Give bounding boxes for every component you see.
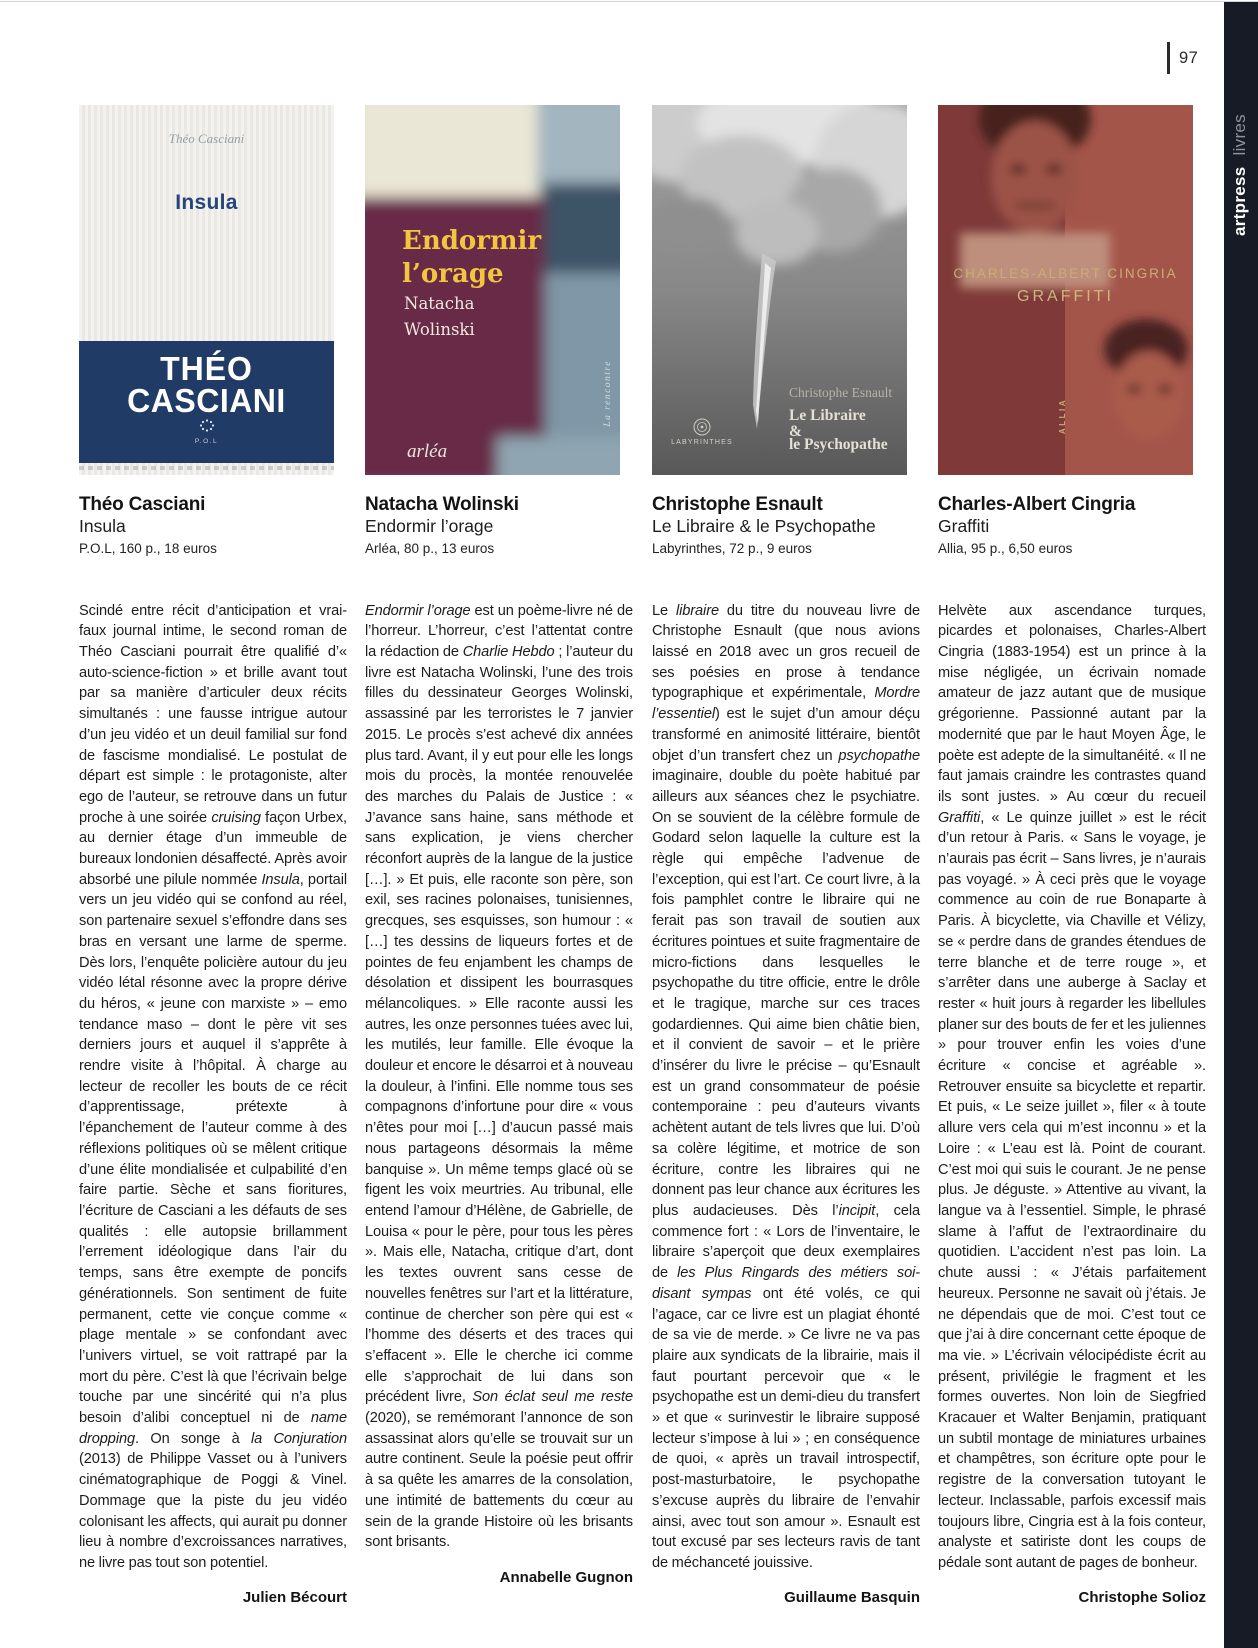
- cover-author-line2: Wolinski: [404, 320, 475, 339]
- cover-band-line1: THÉO: [160, 350, 253, 387]
- review-text: Le libraire du titre du nouveau livre de Christophe Esnault (que nous avions laissé en 2018 avec un gros recueil de ses poésies en prose à tendance typographique et expérimentale, Mordre l’essentiel) est le sujet d’un amour déçu transformé en animosité littéraire, bientôt objet d’un transfert chez un psychopathe imaginaire, double du poète habitué par ailleurs aux séances chez le psychiatre. On se souvient de la célèbre formule de Godard selon laquelle la culture est la règle qui empêche l’advenue de l’exception, qui est l’art. Ce court livre, à la fois pamphlet contre le libraire qui ne ferait pas son travail de soutien aux écritures pointues et suite fragmentaire de micro-fictions dans lesquelles le psychopathe du titre officie, entre le drôle et le tragique, marche sur ces traces godardiennes. Qui aime bien châtie bien, et il convient de savoir – et le prière d’insérer du livre le précise – qu’Esnault est un grand consommateur de poésie contemporaine : peu d’auteurs vivants achètent autant de tels livres que lui. D’où sa colère légitime, et motrice de son écriture, contre les libraires qui ne donnent pas leur chance aux écritures les plus audacieuses. Dès l’incipit, cela commence fort : « Lors de l’inventaire, le libraire s’aperçoit que deux exemplaires de les Plus Ringards des métiers soi-disant sympas ont été volés, ce qui l’agace, car ce livre est un plagiat éhonté de sa vie de merde. » Ce livre ne va pas plaire aux syndicats de la librairie, mais il faut pourtant percevoir que « le psychopathe est un demi-dieu du transfert » et que « surinvestir le libraire supposé lecteur s’impose à lui » ; en conséquence de quoi, « après un travail introspectif, post-masturbatoire, le psychopathe s’excuse auprès du libraire de l’envahir ainsi, avec tout son amour ». Esnault est tout excusé par ses lecteurs ravis de tant de méchanceté jouissive.: [652, 602, 920, 1571]
- book-cover-le-libraire: [652, 105, 907, 475]
- cover-publisher-mark: arléa: [407, 441, 448, 462]
- cover-title-line1: Le Libraire: [789, 407, 866, 424]
- cover-title-line2: l’orage: [402, 259, 504, 289]
- caption-author: Charles-Albert Cingria: [938, 494, 1136, 515]
- reviewer-signature: Christophe Solioz: [1078, 1589, 1206, 1607]
- caption-title: Insula: [79, 516, 126, 536]
- book-caption: [79, 494, 347, 557]
- cover-title: Insula: [175, 191, 238, 214]
- book-cover-insula: [79, 105, 334, 475]
- review-text: Helvète aux ascendance turques, picardes et polonaises, Charles-Albert Cingria (1883-1954) est un prince à la mise négligée, un écrivain nomade amateur de jazz autant que de musique grégorienne. Passionné autant par la modernité que par le haut Moyen Âge, le poète est adepte de la simultanéité. « Il ne faut jamais craindre les contrastes quand ils sont justes. » Au cœur du recueil Graffiti, « Le quinze juillet » est le récit d’un retour à Paris. « Sans le voyage, je n’aurais pas écrit – Sans livres, je n’aurais pas voyagé. » À ceci près que le voyage commence au coin de rue Bonaparte à Paris. À bicyclette, via Chaville et Vélizy, se « perdre dans de grandes étendues de terre blanche et de terre rouge », et s’arrêter dans une auberge à Saclay et rester « huit jours à regarder les libellules planer sur des bouts de fer et les juliennes » pour trouver enfin les voies d’une écriture « concise et agréable ». Retrouver ensuite sa bicyclette et repartir. Et puis, « Le seize juillet », filer « à toute allure vers cela qui m’est inconnu » et la Loire : « L’eau est là. Point de courant. C’est moi qui suis le courant. Je ne pense plus. Je déguste. » Attentive au vivant, la langue va à l’essentiel. Simple, le phrasé slame à l’affut de l’extraordinaire du quotidien. L’accident n’est pas loin. La chute aussi : « J’étais parfaitement heureux. Personne ne savait où j’étais. Je ne dépendais que de moi. C’est tout ce que j’ai à dire concernant cette époque de ma vie. » L’écrivain vélocipédiste écrit au présent, privilégie le fragment et les formes ouvertes. Non loin de Siegfried Kracauer et Walter Benjamin, pratiquant un subtil montage de miniatures urbaines et champêtres, son écriture opte pour le registre de la conversation tutoyant le lecteur. Inclassable, parfois excessif mais toujours libre, Cingria est à la fois conteur, analyste et satiriste dont les coups de pédale sont autant de pages de bonheur.: [938, 602, 1206, 1571]
- labyrinthes-logo-icon: [692, 417, 712, 437]
- caption-title: Le Libraire & le Psychopathe: [652, 516, 876, 536]
- cover-author-script: Théo Casciani: [168, 131, 245, 146]
- cover-author: Christophe Esnault: [789, 385, 893, 400]
- cover-title-line3: le Psychopathe: [789, 436, 888, 453]
- brand-name: artpress: [1230, 166, 1249, 236]
- reviewer-signature: Annabelle Gugnon: [499, 1568, 633, 1586]
- caption-publisher-line: Allia, 95 p., 6,50 euros: [938, 541, 1073, 556]
- cover-title-line2: &: [789, 423, 802, 440]
- book-caption: [938, 494, 1206, 557]
- cover-author-band: [79, 341, 334, 463]
- cover-title-line1: Endormir: [402, 226, 542, 256]
- pol-dots-logo: [198, 419, 216, 432]
- caption-publisher-line: Labyrinthes, 72 p., 9 euros: [652, 541, 812, 556]
- caption-publisher-line: Arléa, 80 p., 13 euros: [365, 541, 495, 556]
- review-column-graffiti: [938, 586, 1206, 1609]
- cover-bottom-ticks: [79, 466, 334, 470]
- page-number: 97: [1179, 49, 1199, 67]
- page-top-rule: [0, 1, 1258, 2]
- cover-title: GRAFFITI: [1017, 288, 1114, 305]
- brand-section: livres: [1230, 114, 1249, 156]
- book-caption: [652, 494, 920, 557]
- brand-sidebar: [1224, 2, 1258, 1648]
- caption-title: Endormir l’orage: [365, 516, 494, 536]
- caption-author: Natacha Wolinski: [365, 494, 519, 515]
- review-column-endormir-lorage: [365, 586, 633, 1588]
- cover-author: [404, 291, 475, 343]
- cover-publisher-mark: ALLIA: [1058, 398, 1067, 435]
- book-cover-endormir-lorage: [365, 105, 620, 475]
- cover-publisher-mark: P.O.L: [194, 438, 219, 445]
- reviewer-signature: Guillaume Basquin: [784, 1589, 920, 1607]
- cover-author-line1: Natacha: [404, 294, 475, 313]
- caption-author: Christophe Esnault: [652, 494, 823, 515]
- caption-author: Théo Casciani: [79, 494, 206, 515]
- review-text: Scindé entre récit d’anticipation et vrai-faux journal intime, le second roman de Théo Casciani pourrait être qualifié d’« auto-science-fiction » et brille avant tout par sa manière d’articuler deux récits simultanés : une fausse intrigue autour d’un jeu vidéo et un deuil familial sur fond de fascisme mondialisé. Le postulat de départ est simple : le protagoniste, alter ego de l’auteur, se retrouve dans un futur proche à une soirée cruising façon Urbex, au dernier étage d’un immeuble de bureaux londonien désaffecté. Après avoir absorbé une pilule nommée Insula, portail vers un jeu vidéo qui se confond au réel, son partenaire sexuel s’effondre dans ses bras en versant une larme de sperme. Dès lors, l’enquête policière autour du jeu vidéo létal résonne avec la propre dérive du héros, « jeune con marxiste » – emo tendance maso – dont le père vit ses derniers jours et auquel il s’apprête à rendre visite à l’hôpital. À charge au lecteur de recoller les bouts de ce récit d’apprentissage, prétexte à l’épanchement de l’auteur comme à des réflexions politiques où se mêlent critique d’une élite mondialisée et culpabilité d’en faire partie. Sèche et sans fioritures, l’écriture de Casciani a les défauts de ses qualités : elle autopsie brillamment l’errement idéologique dans l’air du temps, sans être exempte de poncifs générationnels. Son sentiment de fuite permanent, cette vie conçue comme « plage mentale » se confondant avec l’univers virtuel, se voit rattrapé par la mort du père. C’est là que l’écrivain belge touche par une sincérité qui n’a plus besoin d’alibi conceptuel ni de name dropping. On songe à la Conjuration (2013) de Philippe Vasset ou à l’univers cinématographique de Poggi & Vinel. Dommage que la piste du jeu vidéo colonisant les affects, qui aurait pu donner lieu à nombre d’excroissances narratives, ne livre pas tout son potentiel.: [79, 602, 347, 1571]
- cover-title: [402, 225, 541, 291]
- review-column-le-libraire: [652, 586, 920, 1609]
- caption-title: Graffiti: [938, 516, 990, 536]
- cover-publisher-mark: LABYRINTHES: [671, 439, 733, 446]
- caption-publisher-line: P.O.L, 160 p., 18 euros: [79, 541, 217, 556]
- brand-vertical-text: [1230, 114, 1250, 236]
- book-cover-graffiti: [938, 105, 1193, 475]
- melting-ice-photo-illustration: [652, 105, 907, 475]
- reviewer-signature: Julien Bécourt: [242, 1589, 347, 1607]
- review-text: Endormir l’orage est un poème-livre né de l’horreur. L’horreur, c’est l’attentat contre la rédaction de Charlie Hebdo ; l’auteur du livre est Natacha Wolinski, l’une des trois filles du dessinateur Georges Wolinski, assassiné par les terroristes le 7 janvier 2015. Le procès s’est achevé dix années plus tard. Avant, il y eut pour elle les longs mois du procès, la montée renouvelée des marches du Palais de Justice : « J’avance sans haine, sans méthode et sans explication, je viens chercher réconfort auprès de la langue de la justice […]. » Et puis, elle raconte son père, son exil, ses racines polonaises, tunisiennes, grecques, ses esquisses, son humour : « […] tes dessins de liqueurs fortes et de pointes de feu enjambent les champs de désolation et dissipent les bourrasques mélancoliques. » Elle raconte aussi les autres, les onze personnes tuées avec lui, les mutilés, leur famille. Elle évoque la douleur et encore le désarroi et à nouveau la douleur, à l’infini. Elle nomme tous ses compagnons d’infortune pour dire « vous n’êtes pour moi […] d’aucun passé mais nous partageons désormais la même banquise ». Un même temps glacé où se figent les voix meurtries. Au tribunal, elle entend l’amour d’Hélène, de Gabrielle, de Louisa « pour le père, pour tous les pères ». Mais elle, Natacha, critique d’art, dont les textes ouvrent sans cesse de nouvelles fenêtres sur l’art et la littérature, continue de chercher son père qui est « l’homme des déserts et des traces qui s’effacent ». Elle le cherche ici comme elle s’approchait de lui dans son précédent livre, Son éclat seul me reste (2020), se remémorant l’annonce de son assassinat alors qu’elle se trouvait sur un autre continent. Seule la poésie peut offrir à sa quête les amarres de la consolation, une intimité de battements du cœur au sein de la grande Histoire où les brisants sont brisants.: [365, 602, 633, 1551]
- cover-band-line2: CASCIANI: [127, 382, 286, 419]
- cover-collection-name: La rencontre: [603, 360, 613, 427]
- review-column-insula: [79, 586, 347, 1609]
- book-caption: [365, 494, 633, 557]
- page-number-rule: [1167, 42, 1170, 74]
- cover-author: CHARLES-ALBERT CINGRIA: [953, 266, 1178, 281]
